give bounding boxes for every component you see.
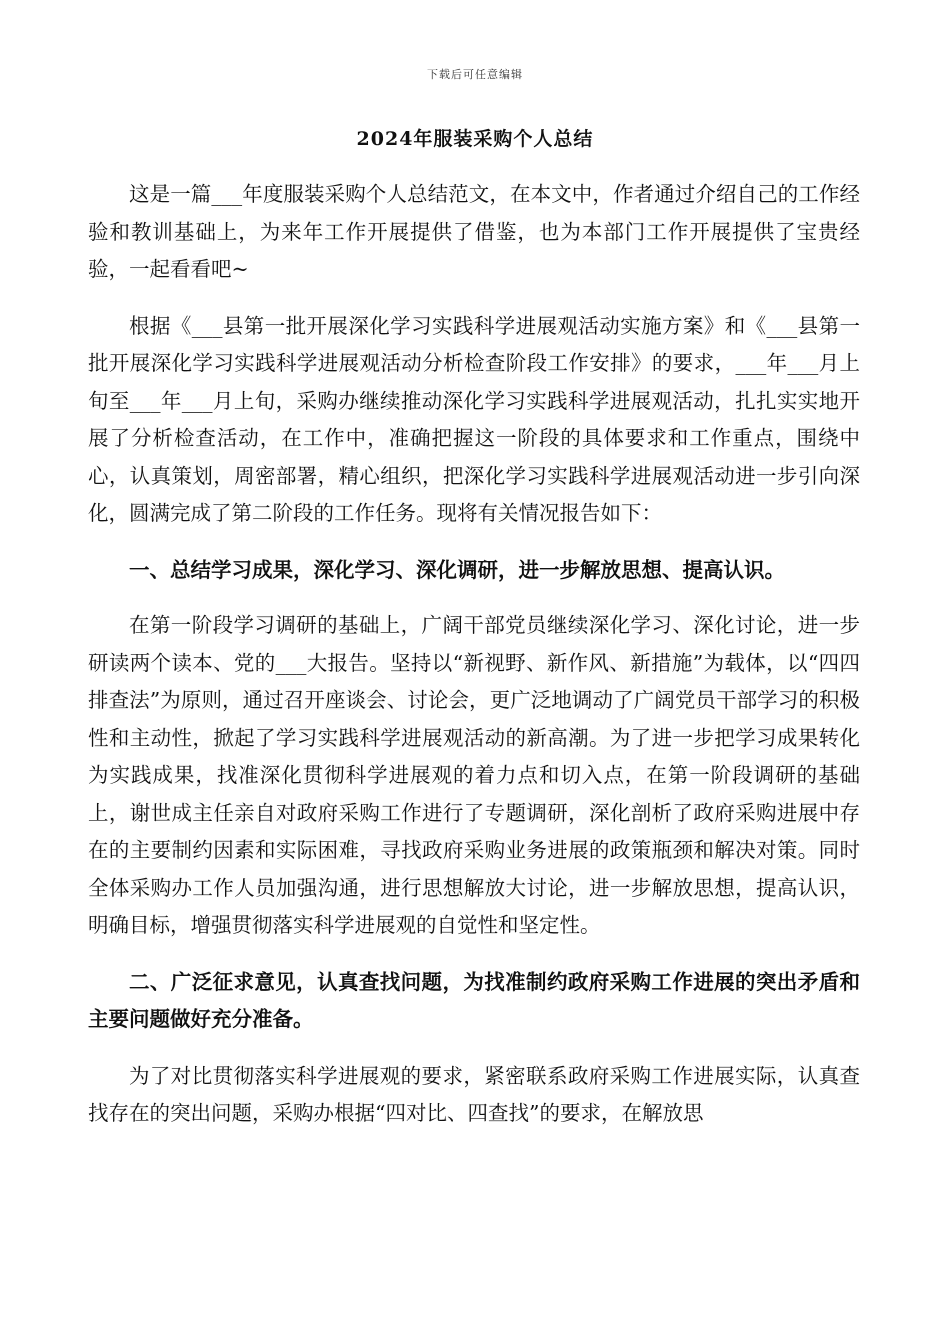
- body-paragraph: 为了对比贯彻落实科学进展观的要求，紧密联系政府采购工作进展实际，认真查找存在的突出问题，采购办根据“四对比、四查找”的要求，在解放思: [88, 1063, 860, 1125]
- document-title: 2024年服装采购个人总结: [356, 128, 594, 150]
- intro-paragraph: 这是一篇___年度服装采购个人总结范文，在本文中，作者通过介绍自己的工作经验和教训基础上，为来年工作开展提供了借鉴，也为本部门工作开展提供了宝贵经验，一起看看吧~: [88, 182, 860, 281]
- header-note: 下载后可任意编辑: [427, 68, 523, 81]
- document-body: [88, 176, 860, 1133]
- body-paragraph: 根据《___县第一批开展深化学习实践科学进展观活动实施方案》和《___县第一批开展深化学习实践科学进展观活动分析检查阶段工作安排》的要求，___年___月上旬至___年___月上旬，采购办继续推动深化学习实践科学进展观活动，扎扎实实地开展了分析检查活动，在工作中，准确把握这一阶段的具体要求和工作重点，围绕中心，认真策划，周密部署，精心组织，把深化学习实践科学进展观活动进一步引向深化，圆满完成了第二阶段的工作任务。现将有关情况报告如下：: [88, 313, 860, 525]
- section-heading-1: 一、总结学习成果，深化学习、深化调研，进一步解放思想、提高认识。: [129, 557, 785, 582]
- body-paragraph: 在第一阶段学习调研的基础上，广阔干部党员继续深化学习、深化讨论，进一步研读两个读本、党的___大报告。坚持以“新视野、新作风、新措施”为载体，以“四四排查法”为原则，通过召开座谈会、讨论会，更广泛地调动了广阔党员干部学习的积极性和主动性，掀起了学习实践科学进展观活动的新高潮。为了进一步把学习成果转化为实践成果，找准深化贯彻科学进展观的着力点和切入点，在第一阶段调研的基础上，谢世成主任亲自对政府采购工作进行了专题调研，深化剖析了政府采购进展中存在的主要制约因素和实际困难，寻找政府采购业务进展的政策瓶颈和解决对策。同时全体采购办工作人员加强沟通，进行思想解放大讨论，进一步解放思想，提高认识，明确目标，增强贯彻落实科学进展观的自觉性和坚定性。: [88, 613, 860, 937]
- section-heading-2: 二、广泛征求意见，认真查找问题，为找准制约政府采购工作进展的突出矛盾和主要问题做好充分准备。: [88, 969, 860, 1031]
